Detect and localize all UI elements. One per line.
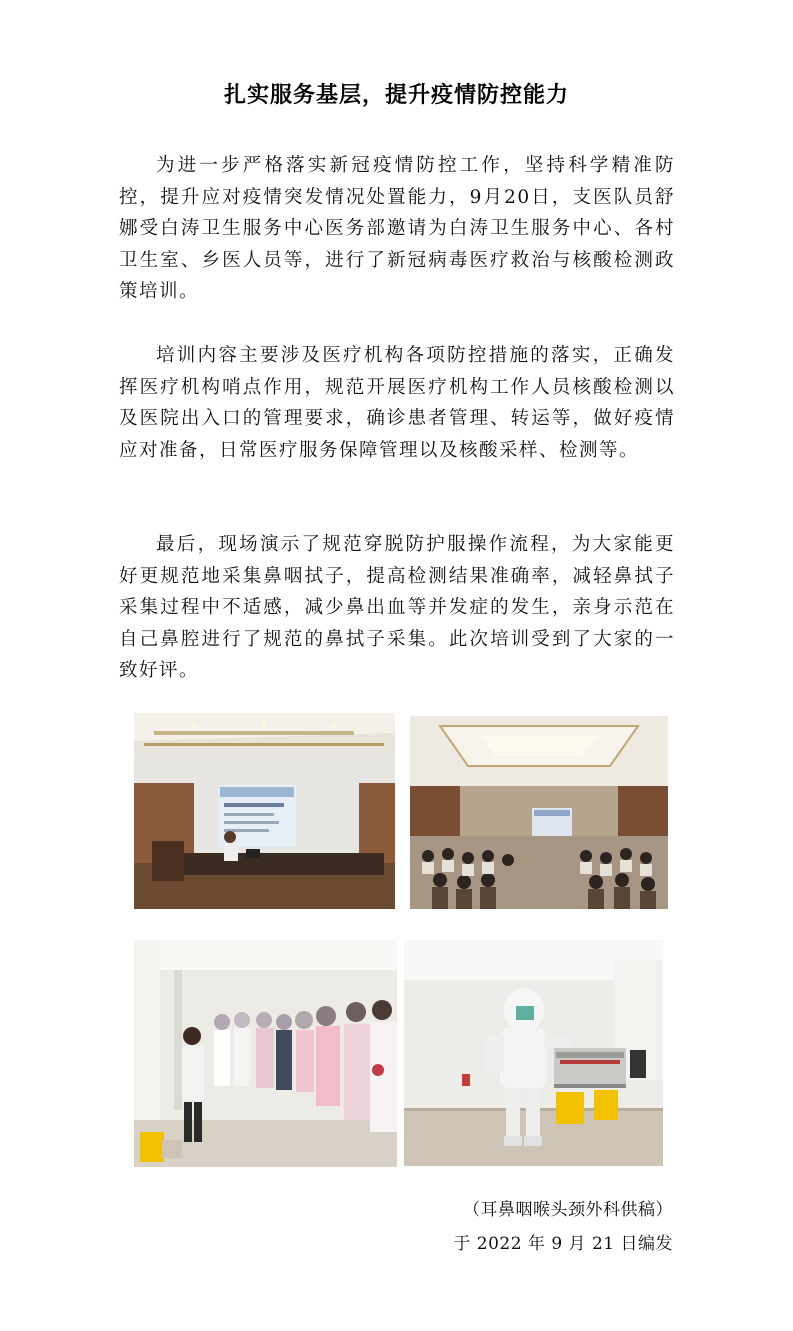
article-title: 扎实服务基层，提升疫情防控能力 (223, 83, 569, 108)
photo-group-demonstration (134, 940, 397, 1167)
photo-audience-hall (410, 716, 668, 909)
publish-date: 于 2022 年 9 月 21 日编发 (453, 1234, 673, 1254)
paragraph-2: 培训内容主要涉及医疗机构各项防控措施的落实，正确发挥医疗机构哨点作用，规范开展医疗机构工作人员核酸检测以及医院出入口的管理要求，确诊患者管理、转运等，做好疫情应对准备，日常医疗服务保障管理以及核酸采样、检测等。 (119, 345, 675, 461)
photo-protective-suit-demo (404, 940, 663, 1166)
paragraph-1: 为进一步严格落实新冠疫情防控工作，坚持科学精准防控，提升应对疫情突发情况处置能力，9月20日，支医队员舒娜受白涛卫生服务中心医务部邀请为白涛卫生服务中心、各村卫生室、乡医人员等，进行了新冠病毒医疗救治与核酸检测政策培训。 (119, 155, 675, 302)
paragraph-3: 最后，现场演示了规范穿脱防护服操作流程，为大家能更好更规范地采集鼻咽拭子，提高检测结果准确率，减轻鼻拭子采集过程中不适感，减少鼻出血等并发症的发生，亲身示范在自己鼻腔进行了规范的鼻拭子采集。此次培训受到了大家的一致好评。 (119, 534, 675, 681)
photo-lecture-podium (134, 713, 395, 909)
article-credit: （耳鼻咽喉头颈外科供稿） (463, 1200, 673, 1220)
